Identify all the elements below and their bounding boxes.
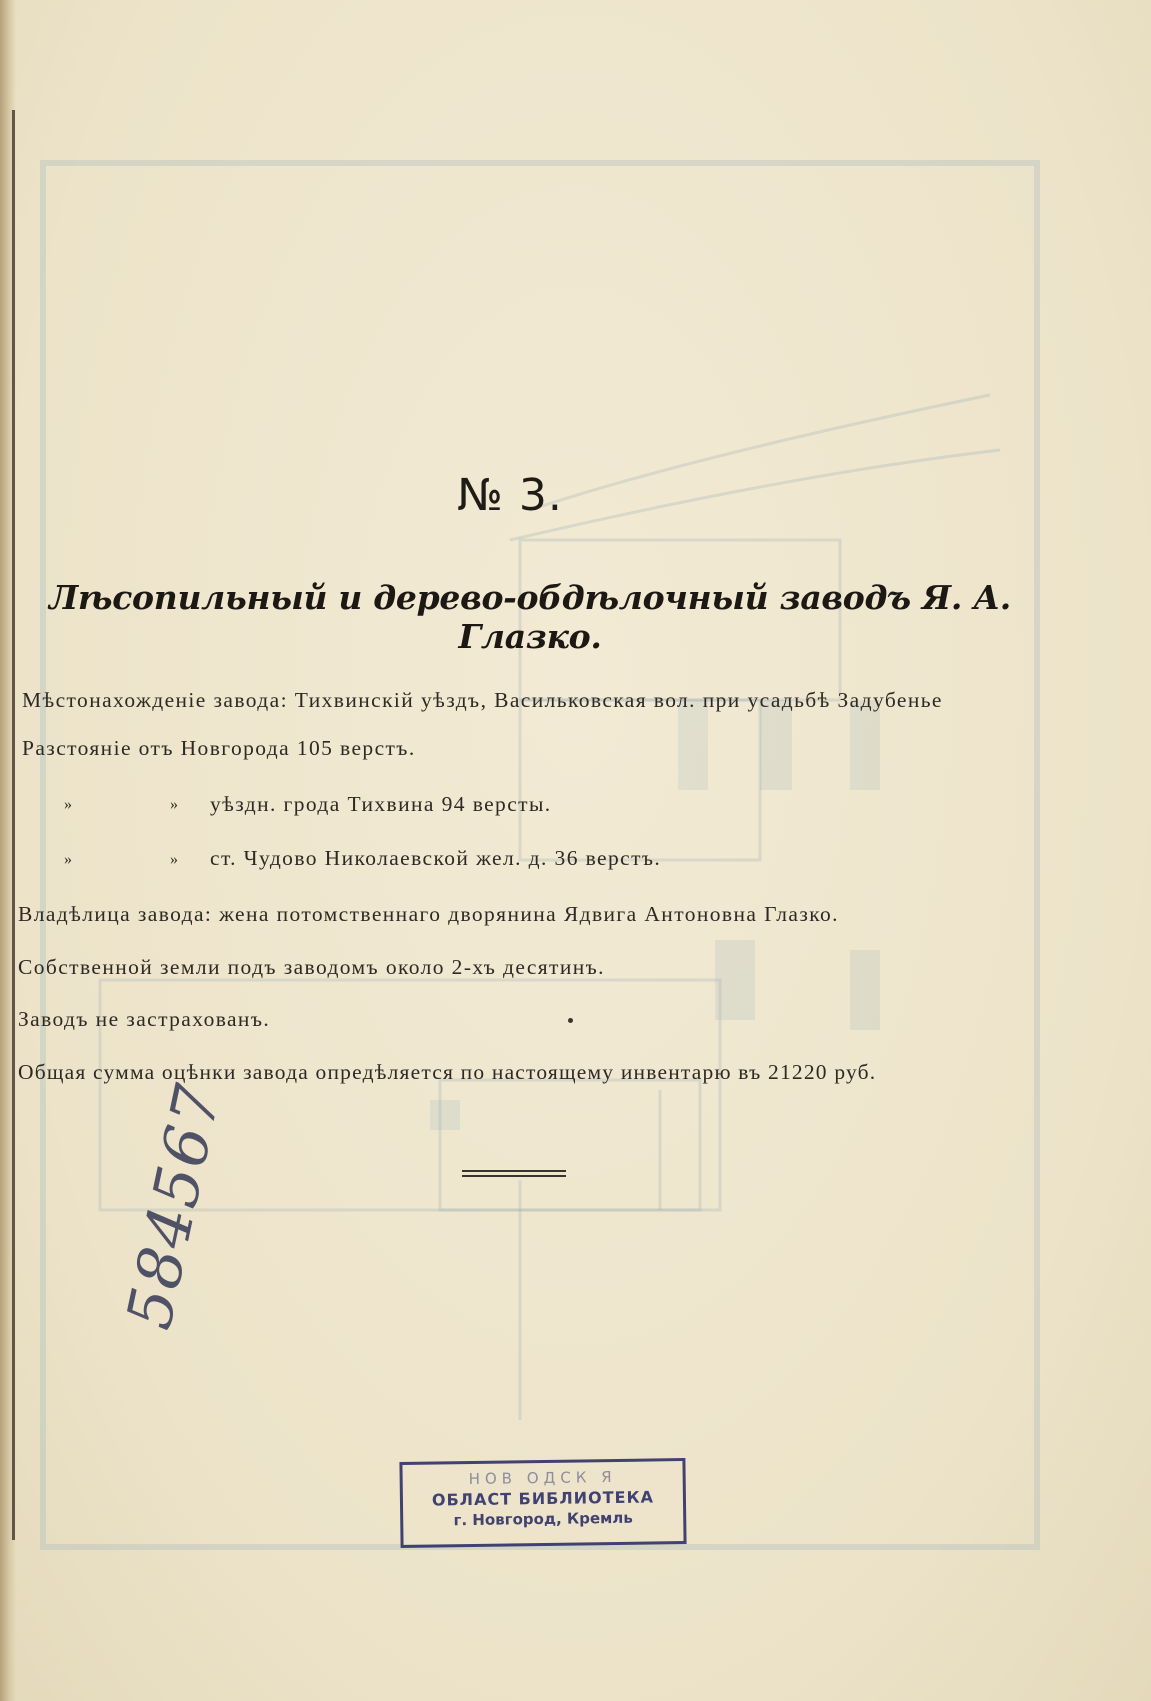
valuation-line: Общая сумма оцѣнки завода опредѣляется по настоящему инвентарю въ 21220 руб.	[18, 1060, 877, 1084]
ditto-mark: »	[64, 851, 72, 868]
double-rule-divider	[462, 1170, 566, 1177]
distance-chudovo-line: ст. Чудово Николаевской жел. д. 36 верстъ.	[210, 846, 662, 870]
land-line: Собственной земли подъ заводомъ около 2-хъ десятинъ.	[18, 955, 605, 979]
library-stamp	[399, 1458, 686, 1548]
ditto-mark: »	[64, 796, 72, 813]
ditto-mark: »	[170, 796, 178, 813]
entry-number: № 3.	[457, 470, 563, 521]
ink-dot	[568, 1018, 573, 1023]
distance-novgorod-line: Разстояніе отъ Новгорода 105 верстъ.	[22, 736, 416, 760]
location-line: Мѣстонахожденіе завода: Тихвинскій уѣздъ, Васильковская вол. при усадьбѣ Задубенье	[22, 688, 943, 712]
distance-tikhvin-line: уѣздн. грода Тихвина 94 версты.	[210, 792, 552, 816]
document-title: Лѣсопильный и дерево-обдѣлочный заводъ Я. А. Глазко.	[49, 578, 1011, 656]
stamp-line-3: г. Новгород, Кремль	[453, 1508, 633, 1530]
stamp-line-2: ОБЛАСТ БИБЛИОТЕКА	[431, 1487, 655, 1510]
ditto-mark: »	[170, 851, 178, 868]
owner-line: Владѣлица завода: жена потомственнаго дворянина Ядвига Антоновна Глазко.	[18, 902, 839, 926]
insurance-line: Заводъ не застрахованъ.	[18, 1007, 271, 1031]
handwritten-inventory-number: 584567	[112, 1076, 236, 1336]
stamp-line-1: НОВ ОДСК Я	[468, 1467, 617, 1489]
